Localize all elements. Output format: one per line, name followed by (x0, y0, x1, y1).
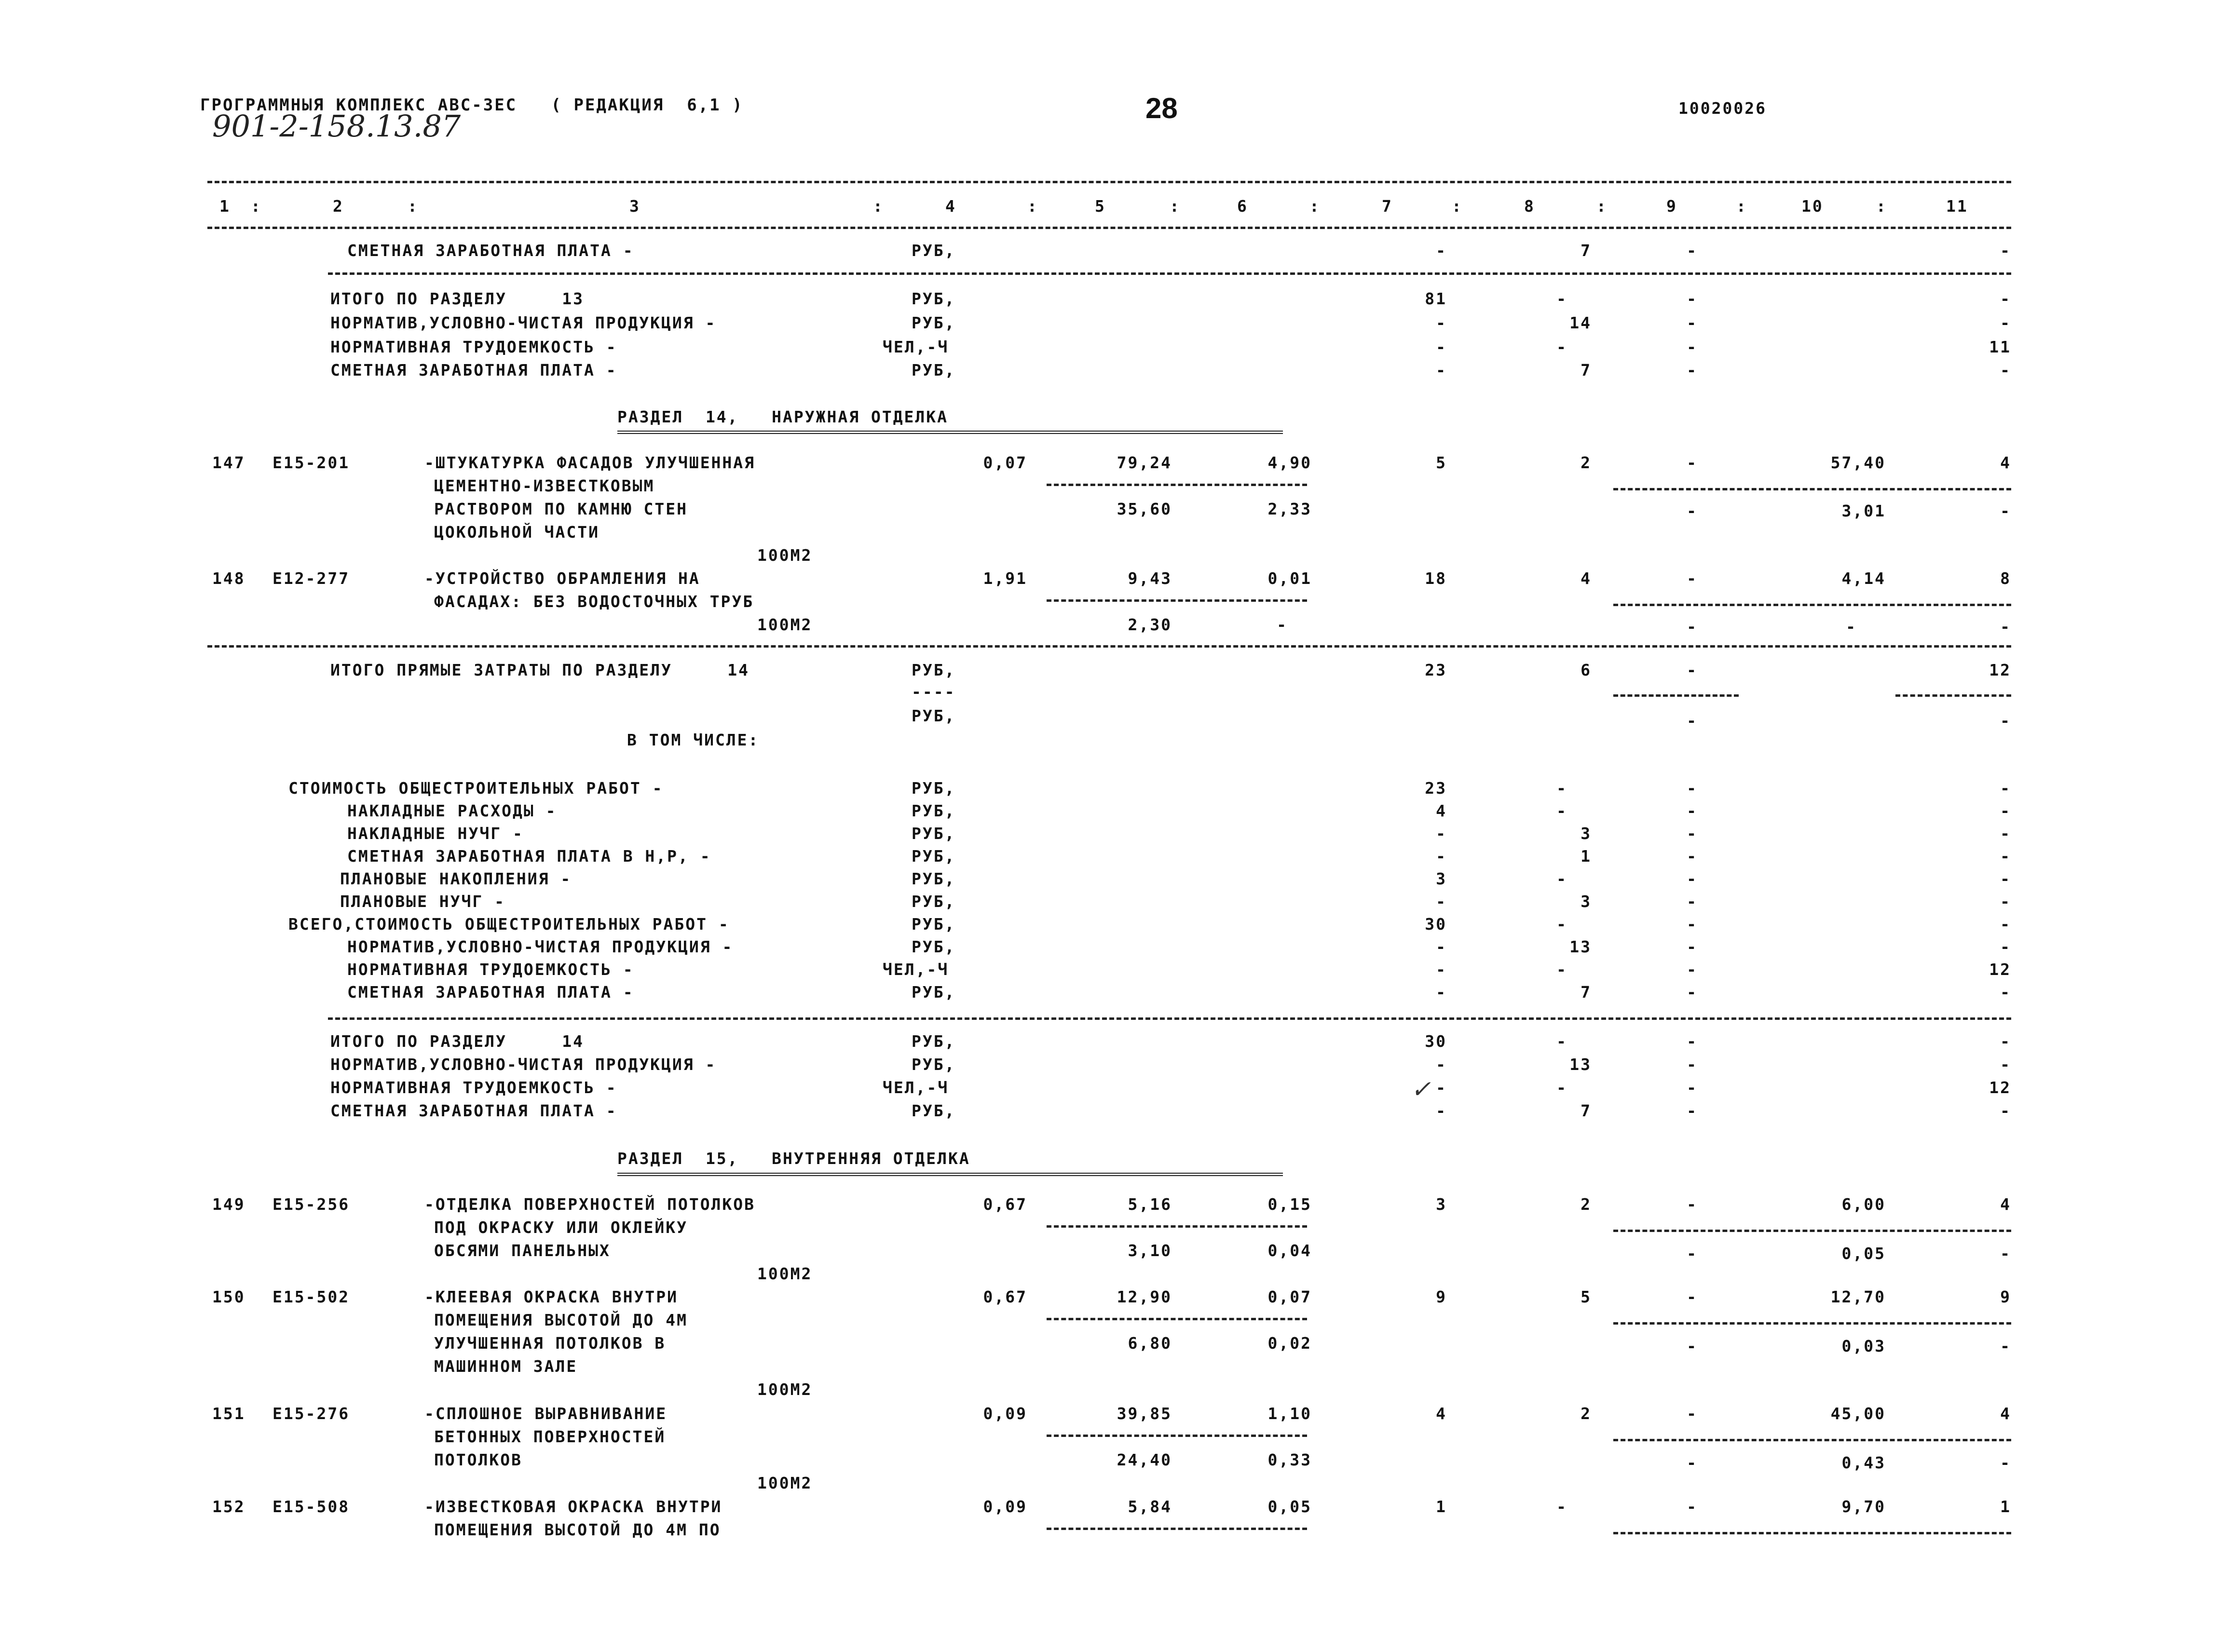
cell-col11: - (2000, 501, 2011, 520)
entry-name: ПОД ОКРАСКУ ИЛИ ОКЛЕЙКУ (434, 1218, 688, 1237)
row-rule (328, 272, 2011, 275)
row-label: СМЕТНАЯ ЗАРАБОТНАЯ ПЛАТА - (330, 361, 617, 379)
unit-cell: ЧЕЛ,-Ч (883, 338, 949, 356)
cell-col10: 12,70 (1830, 1287, 1886, 1306)
cell-rule (1047, 599, 1307, 602)
row-label: ИТОГО ПО РАЗДЕЛУ 13 (330, 289, 584, 308)
col-sep: : (1170, 197, 1181, 216)
cell-col8: - (1556, 779, 1567, 798)
entry-unit: 100М2 (757, 1264, 813, 1283)
cell-col7: 30 (1425, 915, 1447, 934)
cell-col7: - (1436, 937, 1447, 956)
cell-col8: 3 (1581, 824, 1592, 843)
cell-col6: 0,02 (1267, 1334, 1312, 1353)
cell-col11: 1 (2000, 1497, 2011, 1516)
program-title: ГРОГРАММНЫЯ КОМПЛЕКС АВС-3ЕС ( РЕДАКЦИЯ 6,1 ) (200, 95, 744, 115)
entry-unit: 100М2 (757, 1474, 813, 1492)
unit-cell: ЧЕЛ,-Ч (883, 1078, 949, 1097)
col-header-7: 7 (1382, 197, 1393, 216)
cell-col11: - (2000, 1337, 2011, 1355)
col-header-9: 9 (1666, 197, 1677, 216)
cell-col11: 12 (1989, 661, 2011, 679)
unit-cell: РУБ, (912, 847, 956, 866)
cell-col5: 79,24 (1117, 453, 1172, 472)
cell-col9: - (1687, 289, 1698, 308)
cell-col8: - (1556, 869, 1567, 888)
cell-col5: 24,40 (1117, 1450, 1172, 1469)
cell-col7: - (1436, 1078, 1447, 1097)
entry-name: -ШТУКАТУРКА ФАСАДОВ УЛУЧШЕННАЯ (424, 453, 756, 472)
entry-name: -ОТДЕЛКА ПОВЕРХНОСТЕЙ ПОТОЛКОВ (424, 1195, 756, 1214)
cell-col9: - (1687, 801, 1698, 820)
cell-col8: 7 (1581, 361, 1592, 379)
cell-col7: - (1436, 960, 1447, 979)
cell-col9: - (1687, 915, 1698, 934)
checkmark-annotation: ✓ (1411, 1075, 1431, 1103)
cell-col7: - (1436, 847, 1447, 866)
cell-rule (1047, 1528, 1307, 1530)
col-header-5: 5 (1095, 197, 1106, 216)
cell-col8: 7 (1581, 241, 1592, 260)
row-label: НОРМАТИВ,УСЛОВНО-ЧИСТАЯ ПРОДУКЦИЯ - (347, 937, 734, 956)
row-label: СМЕТНАЯ ЗАРАБОТНАЯ ПЛАТА - (330, 1101, 617, 1120)
row-label: НАКЛАДНЫЕ РАСХОДЫ - (347, 801, 557, 820)
cell-col8: - (1556, 338, 1567, 356)
unit-cell: РУБ, (912, 983, 956, 1002)
unit-cell: ---- (912, 682, 956, 701)
cell-col9: - (1687, 453, 1698, 472)
cell-col8: 4 (1581, 569, 1592, 588)
unit-cell: РУБ, (912, 915, 956, 934)
cell-col9: - (1687, 1055, 1698, 1074)
cell-col10: 0,43 (1841, 1453, 1886, 1472)
cell-col9: - (1687, 1337, 1698, 1355)
entry-name: -СПЛОШНОЕ ВЫРАВНИВАНИЕ (424, 1404, 668, 1423)
col-header-1: 1 (219, 197, 231, 216)
handwritten-code: 901-2-158.13.87 (212, 108, 461, 144)
section-underline (617, 1173, 1283, 1176)
col-sep: : (1876, 197, 1887, 216)
cell-col7: 18 (1425, 569, 1447, 588)
entry-name: БЕТОННЫХ ПОВЕРХНОСТЕЙ (434, 1427, 666, 1446)
cell-col10: 0,03 (1841, 1337, 1886, 1355)
entry-name: -УСТРОЙСТВО ОБРАМЛЕНИЯ НА (424, 569, 700, 588)
cell-col9: - (1687, 1287, 1698, 1306)
cell-col5: 9,43 (1128, 569, 1172, 588)
entry-unit: 100М2 (757, 546, 813, 565)
cell-col10: 4,14 (1841, 569, 1886, 588)
row-label: НОРМАТИВНАЯ ТРУДОЕМКОСТЬ - (330, 1078, 617, 1097)
cell-col7: 30 (1425, 1032, 1447, 1051)
unit-cell: РУБ, (912, 1055, 956, 1074)
unit-cell: РУБ, (912, 869, 956, 888)
cell-col9: - (1687, 241, 1698, 260)
entry-number: 151 (212, 1404, 245, 1423)
cell-col8: 13 (1569, 1055, 1592, 1074)
row-label: СМЕТНАЯ ЗАРАБОТНАЯ ПЛАТА - (347, 241, 634, 260)
cell-col5: 5,16 (1128, 1195, 1172, 1214)
cell-col9: - (1687, 1453, 1698, 1472)
cell-col8: - (1556, 1032, 1567, 1051)
cell-col5: 12,90 (1117, 1287, 1172, 1306)
cell-col10: 0,05 (1841, 1244, 1886, 1263)
cell-col11: - (2000, 241, 2011, 260)
cell-col11: - (2000, 361, 2011, 379)
unit-cell: РУБ, (912, 892, 956, 911)
entry-unit: 100М2 (757, 615, 813, 634)
entry-code: Е15-508 (273, 1497, 350, 1516)
col-sep: : (1736, 197, 1747, 216)
cell-col8: 3 (1581, 892, 1592, 911)
col-header-3: 3 (629, 197, 640, 216)
cell-col9: - (1687, 960, 1698, 979)
cell-col9: - (1687, 711, 1698, 730)
entry-number: 149 (212, 1195, 245, 1214)
cell-col8: - (1556, 801, 1567, 820)
entry-name: ПОМЕЩЕНИЯ ВЫСОТОЙ ДО 4М ПО (434, 1520, 721, 1539)
cell-col11: - (2000, 711, 2011, 730)
cell-col9: - (1687, 1404, 1698, 1423)
cell-col6: 0,01 (1267, 569, 1312, 588)
col-header-10: 10 (1801, 197, 1824, 216)
section-heading: РАЗДЕЛ 15, ВНУТРЕННЯЯ ОТДЕЛКА (617, 1149, 970, 1168)
cell-col5: 3,10 (1128, 1241, 1172, 1260)
cell-col7: 4 (1436, 801, 1447, 820)
row-rule (207, 645, 2011, 648)
row-label: НАКЛАДНЫЕ НУЧГ - (347, 824, 524, 843)
cell-col7: 3 (1436, 1195, 1447, 1214)
cell-col4: 0,07 (983, 453, 1027, 472)
cell-col6: 1,10 (1267, 1404, 1312, 1423)
cell-col8: - (1556, 289, 1567, 308)
cell-col10: 9,70 (1841, 1497, 1886, 1516)
row-label: НОРМАТИВ,УСЛОВНО-ЧИСТАЯ ПРОДУКЦИЯ - (330, 313, 717, 332)
cell-col11: - (2000, 937, 2011, 956)
cell-col9: - (1687, 1078, 1698, 1097)
row-rule (328, 1017, 2011, 1020)
cell-col11: - (2000, 824, 2011, 843)
row-label: ИТОГО ПРЯМЫЕ ЗАТРАТЫ ПО РАЗДЕЛУ 14 (330, 661, 749, 679)
entry-number: 147 (212, 453, 245, 472)
cell-rule (1047, 1435, 1307, 1437)
cell-col10: 6,00 (1841, 1195, 1886, 1214)
unit-cell: РУБ, (912, 241, 956, 260)
cell-col6: - (1277, 615, 1288, 634)
cell-col8: 2 (1581, 453, 1592, 472)
cell-col4: 0,67 (983, 1287, 1027, 1306)
cell-rule (1613, 1439, 2011, 1441)
cell-col11: 4 (2000, 453, 2011, 472)
row-label: СТОИМОСТЬ ОБЩЕСТРОИТЕЛЬНЫХ РАБОТ - (288, 779, 664, 798)
cell-col8: 2 (1581, 1195, 1592, 1214)
entry-name: ЦЕМЕНТНО-ИЗВЕСТКОВЫМ (434, 476, 655, 495)
entry-code: Е15-256 (273, 1195, 350, 1214)
col-sep: : (1452, 197, 1463, 216)
cell-rule (1613, 1322, 2011, 1325)
cell-col5: 35,60 (1117, 500, 1172, 518)
col-sep: : (251, 197, 262, 216)
cell-col4: 0,09 (983, 1404, 1027, 1423)
entry-number: 152 (212, 1497, 245, 1516)
col-header-11: 11 (1946, 197, 1968, 216)
cell-col5: 39,85 (1117, 1404, 1172, 1423)
cell-col11: - (2000, 313, 2011, 332)
cell-col9: - (1687, 892, 1698, 911)
cell-col11: 8 (2000, 569, 2011, 588)
cell-col8: 1 (1581, 847, 1592, 866)
cell-col7: 1 (1436, 1497, 1447, 1516)
cell-col8: - (1556, 1497, 1567, 1516)
cell-col7: - (1436, 983, 1447, 1002)
cell-col6: 0,15 (1267, 1195, 1312, 1214)
document-id: 10020026 (1678, 99, 1767, 118)
cell-col9: - (1687, 661, 1698, 679)
entry-code: Е15-201 (273, 453, 350, 472)
cell-col8: - (1556, 960, 1567, 979)
row-label: СМЕТНАЯ ЗАРАБОТНАЯ ПЛАТА В Н,Р, - (347, 847, 711, 866)
cell-col11: - (2000, 1055, 2011, 1074)
entry-number: 148 (212, 569, 245, 588)
row-label: ПЛАНОВЫЕ НАКОПЛЕНИЯ - (340, 869, 572, 888)
entry-name: УЛУЧШЕННАЯ ПОТОЛКОВ В (434, 1334, 666, 1353)
unit-cell: РУБ, (912, 1032, 956, 1051)
cell-col11: - (2000, 915, 2011, 934)
cell-col8: 13 (1569, 937, 1592, 956)
cell-col9: - (1687, 824, 1698, 843)
unit-cell: РУБ, (912, 313, 956, 332)
cell-col11: 11 (1989, 338, 2011, 356)
cell-col11: - (2000, 1244, 2011, 1263)
unit-cell: РУБ, (912, 289, 956, 308)
cell-col11: - (2000, 779, 2011, 798)
cell-col8: 5 (1581, 1287, 1592, 1306)
row-label: НОРМАТИВНАЯ ТРУДОЕМКОСТЬ - (330, 338, 617, 356)
cell-rule (1895, 694, 2011, 697)
cell-col7: 9 (1436, 1287, 1447, 1306)
entry-name: РАСТВОРОМ ПО КАМНЮ СТЕН (434, 500, 688, 518)
entry-name: ФАСАДАХ: БЕЗ ВОДОСТОЧНЫХ ТРУБ (434, 592, 754, 611)
cell-col5: 2,30 (1128, 615, 1172, 634)
cell-col11: - (2000, 289, 2011, 308)
row-label: СМЕТНАЯ ЗАРАБОТНАЯ ПЛАТА - (347, 983, 634, 1002)
cell-col6: 0,05 (1267, 1497, 1312, 1516)
unit-cell: РУБ, (912, 661, 956, 679)
cell-col7: - (1436, 361, 1447, 379)
cell-col9: - (1687, 1497, 1698, 1516)
entry-code: Е15-502 (273, 1287, 350, 1306)
cell-col9: - (1687, 1101, 1698, 1120)
entry-name: ЦОКОЛЬНОЙ ЧАСТИ (434, 523, 600, 542)
cell-col9: - (1687, 779, 1698, 798)
cell-col9: - (1687, 1244, 1698, 1263)
unit-cell: РУБ, (912, 937, 956, 956)
cell-col7: - (1436, 1055, 1447, 1074)
cell-col7: 23 (1425, 661, 1447, 679)
cell-col5: 6,80 (1128, 1334, 1172, 1353)
unit-cell: РУБ, (912, 706, 956, 725)
col-sep: : (1309, 197, 1321, 216)
cell-col11: - (2000, 1101, 2011, 1120)
cell-col11: - (2000, 617, 2011, 636)
cell-col11: 12 (1989, 1078, 2011, 1097)
cell-col9: - (1687, 1032, 1698, 1051)
cell-col11: - (2000, 1453, 2011, 1472)
cell-col8: 7 (1581, 983, 1592, 1002)
cell-col8: - (1556, 1078, 1567, 1097)
cell-rule (1613, 488, 2011, 490)
header-bottom-rule (207, 227, 2011, 229)
cell-col9: - (1687, 501, 1698, 520)
cell-col9: - (1687, 569, 1698, 588)
cell-col8: 2 (1581, 1404, 1592, 1423)
cell-col8: 6 (1581, 661, 1592, 679)
cell-col11: - (2000, 847, 2011, 866)
row-label: ПЛАНОВЫЕ НУЧГ - (340, 892, 506, 911)
cell-col9: - (1687, 313, 1698, 332)
cell-col7: 4 (1436, 1404, 1447, 1423)
cell-col10: - (1846, 617, 1857, 636)
unit-cell: РУБ, (912, 801, 956, 820)
cell-col6: 4,90 (1267, 453, 1312, 472)
cell-rule (1613, 1532, 2011, 1534)
cell-col11: - (2000, 801, 2011, 820)
cell-col9: - (1687, 617, 1698, 636)
cell-col7: - (1436, 313, 1447, 332)
table-top-rule (207, 181, 2011, 183)
col-header-6: 6 (1237, 197, 1248, 216)
cell-rule (1047, 1318, 1307, 1320)
cell-col6: 2,33 (1267, 500, 1312, 518)
cell-col8: 7 (1581, 1101, 1592, 1120)
cell-col11: 4 (2000, 1404, 2011, 1423)
cell-col11: - (2000, 1032, 2011, 1051)
cell-col7: 81 (1425, 289, 1447, 308)
cell-col7: - (1436, 241, 1447, 260)
entry-name: ПОМЕЩЕНИЯ ВЫСОТОЙ ДО 4М (434, 1311, 688, 1329)
cell-col4: 0,09 (983, 1497, 1027, 1516)
cell-rule (1047, 1225, 1307, 1228)
cell-col4: 1,91 (983, 569, 1027, 588)
row-label: НОРМАТИВ,УСЛОВНО-ЧИСТАЯ ПРОДУКЦИЯ - (330, 1055, 717, 1074)
cell-col9: - (1687, 338, 1698, 356)
cell-col11: 4 (2000, 1195, 2011, 1214)
entry-name: -КЛЕЕВАЯ ОКРАСКА ВНУТРИ (424, 1287, 678, 1306)
col-header-4: 4 (945, 197, 956, 216)
row-label: ИТОГО ПО РАЗДЕЛУ 14 (330, 1032, 584, 1051)
cell-rule (1047, 484, 1307, 486)
cell-col7: 3 (1436, 869, 1447, 888)
unit-cell: РУБ, (912, 824, 956, 843)
page-number: 28 (1145, 92, 1178, 124)
unit-cell: ЧЕЛ,-Ч (883, 960, 949, 979)
cell-col11: - (2000, 983, 2011, 1002)
cell-col7: 5 (1436, 453, 1447, 472)
entry-code: Е15-276 (273, 1404, 350, 1423)
entry-name: ОБСЯМИ ПАНЕЛЬНЫХ (434, 1241, 611, 1260)
entry-unit: 100М2 (757, 1380, 813, 1399)
entry-name: МАШИННОМ ЗАЛЕ (434, 1357, 578, 1376)
cell-col7: - (1436, 892, 1447, 911)
cell-col9: - (1687, 869, 1698, 888)
cell-col9: - (1687, 983, 1698, 1002)
cell-col8: - (1556, 915, 1567, 934)
cell-rule (1613, 604, 2011, 606)
cell-col7: 23 (1425, 779, 1447, 798)
entry-number: 150 (212, 1287, 245, 1306)
cell-col11: 12 (1989, 960, 2011, 979)
section-heading: РАЗДЕЛ 14, НАРУЖНАЯ ОТДЕЛКА (617, 407, 949, 426)
cell-col10: 3,01 (1841, 501, 1886, 520)
cell-col10: 57,40 (1830, 453, 1886, 472)
unit-cell: РУБ, (912, 361, 956, 379)
col-header-2: 2 (333, 197, 344, 216)
entry-code: Е12-277 (273, 569, 350, 588)
col-sep: : (873, 197, 884, 216)
col-header-8: 8 (1524, 197, 1535, 216)
subtotal-heading: В ТОМ ЧИСЛЕ: (627, 731, 760, 749)
cell-col8: 14 (1569, 313, 1592, 332)
col-sep: : (1596, 197, 1608, 216)
entry-name: ПОТОЛКОВ (434, 1450, 522, 1469)
cell-col6: 0,33 (1267, 1450, 1312, 1469)
unit-cell: РУБ, (912, 1101, 956, 1120)
cell-col11: 9 (2000, 1287, 2011, 1306)
cell-col9: - (1687, 1195, 1698, 1214)
cell-col7: - (1436, 824, 1447, 843)
cell-rule (1613, 1230, 2011, 1232)
cell-col4: 0,67 (983, 1195, 1027, 1214)
cell-rule (1613, 694, 1739, 697)
cell-col7: - (1436, 1101, 1447, 1120)
cell-col10: 45,00 (1830, 1404, 1886, 1423)
cell-col11: - (2000, 869, 2011, 888)
cell-col7: - (1436, 338, 1447, 356)
unit-cell: РУБ, (912, 779, 956, 798)
cell-col5: 5,84 (1128, 1497, 1172, 1516)
row-label: НОРМАТИВНАЯ ТРУДОЕМКОСТЬ - (347, 960, 634, 979)
cell-col6: 0,04 (1267, 1241, 1312, 1260)
col-sep: : (1027, 197, 1038, 216)
col-sep: : (408, 197, 419, 216)
cell-col11: - (2000, 892, 2011, 911)
cell-col6: 0,07 (1267, 1287, 1312, 1306)
section-underline (617, 431, 1283, 434)
entry-name: -ИЗВЕСТКОВАЯ ОКРАСКА ВНУТРИ (424, 1497, 722, 1516)
cell-col9: - (1687, 361, 1698, 379)
row-label: ВСЕГО,СТОИМОСТЬ ОБЩЕСТРОИТЕЛЬНЫХ РАБОТ - (288, 915, 730, 934)
cell-col9: - (1687, 847, 1698, 866)
cell-col9: - (1687, 937, 1698, 956)
